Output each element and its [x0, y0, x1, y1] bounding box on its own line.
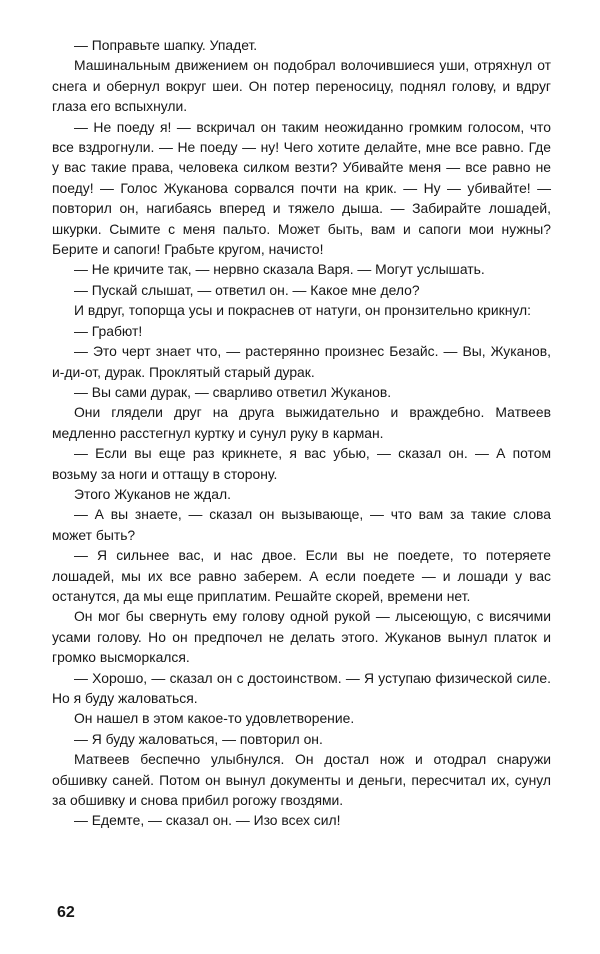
- paragraph: Он нашел в этом какое-то удовлетворение.: [74, 710, 355, 727]
- page-text: [52, 35, 551, 831]
- paragraph: Этого Жуканов не ждал.: [74, 485, 231, 502]
- paragraph: Машинальным движением он подобрал волочившиеся уши, отряхнул от снега и обернул вокруг шеи. Он потер переносицу, поднял голову, и вдруг глаза его вспыхнули.: [52, 57, 551, 115]
- paragraph: — Вы сами дурак, — сварливо ответил Жуканов.: [74, 383, 392, 400]
- paragraph: — Я сильнее вас, и нас двое. Если вы не поедете, то потеряете лошадей, мы их все равно заберем. А если поедете — и лошади у вас останутся, да мы еще приплатим. Решайте скорей, времени нет.: [52, 547, 551, 604]
- paragraph: — А вы знаете, — сказал он вызывающе, — что вам за такие слова может быть?: [52, 506, 551, 543]
- paragraph: — Не кричите так, — нервно сказала Варя. — Могут услышать.: [74, 261, 485, 278]
- paragraph: — Я буду жаловаться, — повторил он.: [74, 730, 323, 747]
- page-number: 62: [57, 904, 75, 921]
- paragraph: — Это черт знает что, — растерянно произнес Безайс. — Вы, Жуканов, и-ди-от, дурак. Проклятый старый дурак.: [52, 343, 551, 380]
- paragraph: — Поправьте шапку. Упадет.: [74, 37, 258, 53]
- paragraph: — Едемте, — сказал он. — Изо всех сил!: [74, 812, 341, 829]
- paragraph: — Не поеду я! — вскричал он таким неожиданно громким голосом, что все вздрогнули. — Не поеду — ну! Чего хотите делайте, мне все равно. Где у вас такие права, человека силком везти? Убивайте меня — все равно не поеду! — Голос Жуканова сорвался почти на крик. — Ну — убивайте! — повторил он, нагибаясь вперед и тяжело дыша. — Забирайте лошадей, шкурки. Сымите с меня пальто. Может быть, вам и сапоги мои нужны? Берите и сапоги! Грабьте кругом, начисто!: [52, 118, 551, 258]
- paragraph: — Грабют!: [74, 322, 143, 339]
- paragraph: И вдруг, топорща усы и покраснев от натуги, он пронзительно крикнул:: [74, 302, 531, 319]
- paragraph: Он мог бы свернуть ему голову одной рукой — лысеющую, с висячими усами голову. Но он предпочел не делать этого. Жуканов вынул платок и громко высморкался.: [52, 608, 551, 666]
- paragraph: — Если вы еще раз крикнете, я вас убью, — сказал он. — А потом возьму за ноги и оттащу в сторону.: [52, 445, 551, 482]
- paragraph: — Хорошо, — сказал он с достоинством. — Я уступаю физической силе. Но я буду жаловаться.: [52, 669, 551, 706]
- paragraph: Матвеев беспечно улыбнулся. Он достал нож и отодрал снаружи обшивку саней. Потом он вынул документы и деньги, пересчитал их, сунул за обшивку и снова прибил рогожу гвоздями.: [52, 751, 551, 809]
- paragraph: — Пускай слышат, — ответил он. — Какое мне дело?: [74, 281, 420, 298]
- paragraph: Они глядели друг на друга выжидательно и враждебно. Матвеев медленно расстегнул куртку и сунул руку в карман.: [52, 404, 551, 441]
